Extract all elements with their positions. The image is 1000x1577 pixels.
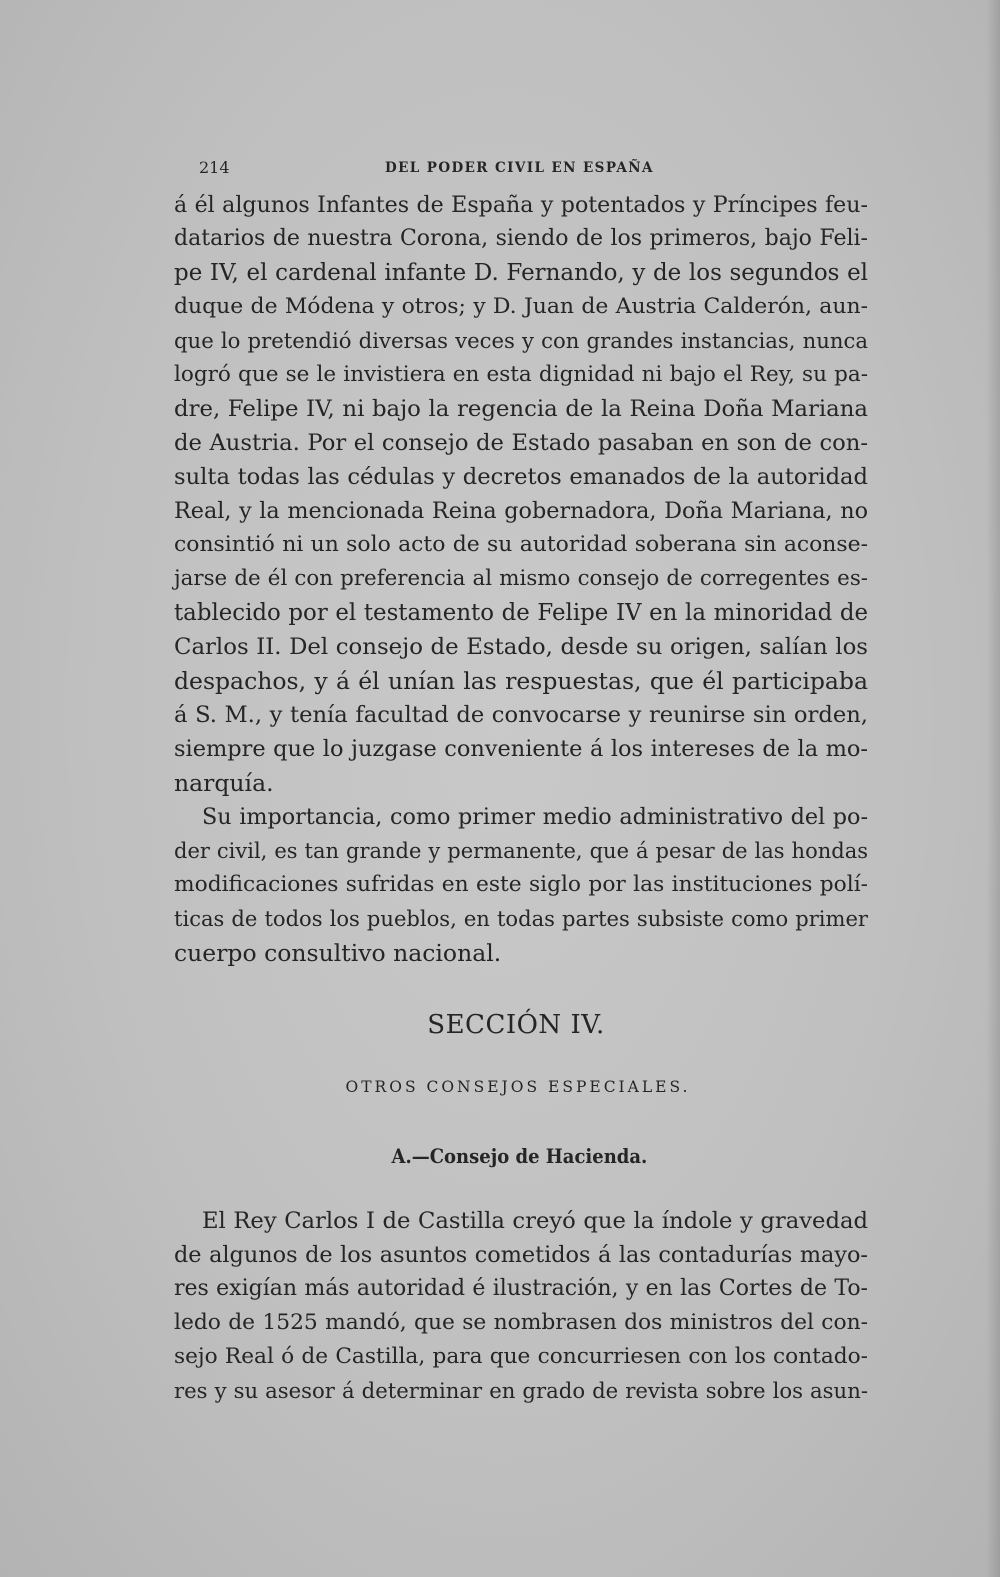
paragraph-1-line: de Austria. Por el consejo de Estado pasaban en son de con- [174, 430, 868, 456]
paragraph-2-line: modificaciones sufridas en este siglo por las instituciones polí- [174, 872, 868, 897]
paragraph-2-line: der civil, es tan grande y permanente, que á pesar de las hondas [174, 839, 868, 863]
paragraph-2-line: cuerpo consultivo nacional. [174, 939, 502, 967]
paragraph-1-line: Real, y la mencionada Reina gobernadora, Doña Mariana, no [174, 498, 868, 524]
paragraph-2-line: Su importancia, como primer medio administrativo del po- [202, 804, 868, 830]
paragraph-1-line: logró que se le invistiera en esta dignidad ni bajo el Rey, su pa- [174, 362, 868, 387]
paragraph-1-line: á él algunos Infantes de España y potentados y Príncipes feu- [174, 192, 868, 218]
paragraph-1-line: despachos, y á él unían las respuestas, que él participaba [174, 667, 868, 695]
paragraph-1-line: Carlos II. Del consejo de Estado, desde su origen, salían los [174, 634, 868, 660]
section-subtitle: OTROS CONSEJOS ESPECIALES. [345, 1078, 691, 1096]
running-head-title: DEL PODER CIVIL EN ESPAÑA [385, 160, 654, 176]
subsection-heading: A.—Consejo de Hacienda. [391, 1144, 648, 1168]
running-head [199, 158, 865, 180]
paragraph-3-line: de algunos de los asuntos cometidos á las contadurías mayo- [174, 1242, 868, 1268]
paragraph-1-line: jarse de él con preferencia al mismo consejo de corregentes es- [174, 566, 868, 591]
paragraph-1-line: sulta todas las cédulas y decretos emanados de la autoridad [174, 464, 868, 490]
paragraph-1-line: narquía. [174, 769, 274, 797]
text-block-lower [174, 1204, 868, 1408]
page-edge-shadow [986, 0, 1000, 1577]
paragraph-3-line: res y su asesor á determinar en grado de revista sobre los asun- [174, 1378, 868, 1403]
paragraph-1-line: datarios de nuestra Corona, siendo de los primeros, bajo Feli- [174, 226, 868, 251]
paragraph-1-line: que lo pretendió diversas veces y con grandes instancias, nunca [174, 328, 868, 353]
paragraph-1-line: duque de Módena y otros; y D. Juan de Austria Calderón, aun- [174, 294, 868, 319]
paragraph-3-line: res exigían más autoridad é ilustración, y en las Cortes de To- [174, 1276, 868, 1301]
page-number: 214 [199, 158, 230, 177]
paragraph-3-line: sejo Real ó de Castilla, para que concurriesen con los contado- [174, 1344, 868, 1369]
paragraph-2-line: ticas de todos los pueblos, en todas partes subsiste como primer [174, 906, 868, 931]
paragraph-1-line: siempre que lo juzgase conveniente á los intereses de la mo- [174, 736, 868, 762]
paragraph-3-line: El Rey Carlos I de Castilla creyó que la índole y gravedad [202, 1208, 868, 1234]
paragraph-1-line: dre, Felipe IV, ni bajo la regencia de la Reina Doña Mariana [174, 396, 868, 422]
paragraph-3-line: ledo de 1525 mandó, que se nombrasen dos ministros del con- [174, 1310, 868, 1335]
paragraph-1-line: tablecido por el testamento de Felipe IV en la minoridad de [174, 600, 868, 626]
text-block-upper [174, 188, 868, 970]
section-heading: SECCIÓN IV. [427, 1010, 605, 1040]
paragraph-1-line: consintió ni un solo acto de su autoridad soberana sin aconse- [174, 532, 868, 557]
paragraph-1-line: á S. M., y tenía facultad de convocarse y reunirse sin orden, [174, 702, 868, 728]
paragraph-1-line: pe IV, el cardenal infante D. Fernando, y de los segundos el [174, 260, 868, 286]
